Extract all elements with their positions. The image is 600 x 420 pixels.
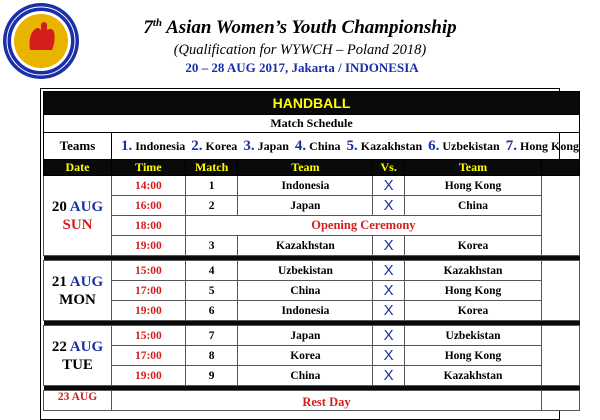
table-row: 19:00 6 Indonesia X Korea — [44, 301, 580, 321]
table-row: 17:00 5 China X Hong Kong — [44, 281, 580, 301]
table-row: 22 AUG TUE 15:00 7 Japan X Uzbekistan — [44, 326, 580, 346]
teams-list: 1. Indonesia 2. Korea 3. Japan 4. China 5. Kazakhstan 6. Uzbekistan 7. Hong Kong — [112, 133, 580, 160]
table-row — [44, 391, 580, 411]
col-team2: Team — [404, 160, 541, 176]
col-team1: Team — [238, 160, 373, 176]
col-match: Match — [185, 160, 238, 176]
event-dates-location: 20 – 28 AUG 2017, Jakarta / INDONESIA — [185, 60, 419, 75]
date-cell-rest: 23 AUG — [44, 391, 112, 411]
table-row: 19:00 3 Kazakhstan X Korea — [44, 236, 580, 256]
teams-label: Teams — [44, 133, 112, 160]
sport-banner: HANDBALL — [44, 92, 580, 115]
table-row: 21 AUG MON 15:00 4 Uzbekistan X Kazakhstan — [44, 261, 580, 281]
table-row: 18:00 Opening Ceremony — [44, 216, 580, 236]
date-cell-day1: 20 AUG SUN — [44, 176, 112, 256]
table-row: 16:00 2 Japan X China — [44, 196, 580, 216]
col-date: Date — [44, 160, 112, 176]
table-row: 20 AUG SUN 14:00 1 Indonesia X Hong Kong — [44, 176, 580, 196]
opening-ceremony: Opening Ceremony — [185, 216, 541, 236]
column-header-row — [44, 160, 580, 176]
date-cell-day3: 22 AUG TUE — [44, 326, 112, 386]
col-blank — [542, 160, 580, 176]
table-row: 19:00 9 China X Kazakhstan — [44, 366, 580, 386]
schedule-table — [43, 91, 580, 411]
page-title: 7th Asian Women’s Youth Championship — [143, 17, 457, 38]
col-vs: Vs. — [373, 160, 405, 176]
page-subtitle: (Qualification for WYWCH – Poland 2018) — [173, 42, 427, 58]
table-row: 17:00 8 Korea X Hong Kong — [44, 346, 580, 366]
date-cell-day2: 21 AUG MON — [44, 261, 112, 321]
rest-day: Rest Day — [112, 391, 542, 411]
col-time: Time — [112, 160, 186, 176]
schedule-label: Match Schedule — [44, 115, 580, 133]
